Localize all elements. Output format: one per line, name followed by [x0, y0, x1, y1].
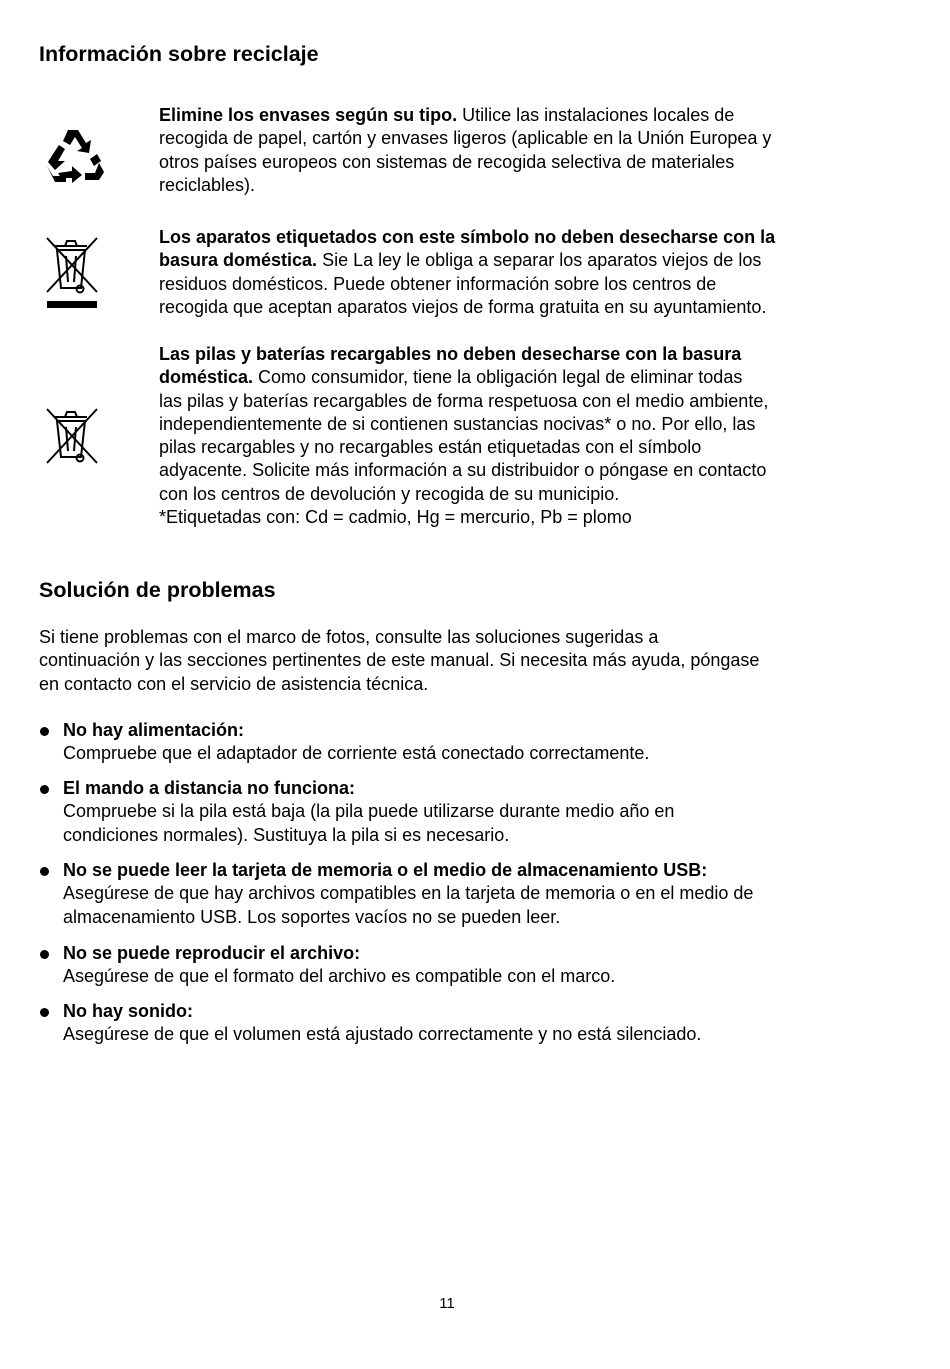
tip-text: Compruebe que el adaptador de corriente está conectado correctamente.	[63, 743, 650, 764]
bullet-icon	[40, 727, 49, 736]
troubleshooting-intro: Si tiene problemas con el marco de fotos, consulte las soluciones sugeridas a continuación y las secciones pertinentes de este manual. Si necesita más ayuda, póngase en contacto con el servicio de asistencia técnica.	[39, 627, 760, 694]
tip-title: No hay alimentación:	[63, 720, 245, 740]
tip-text: Asegúrese de que el volumen está ajustado correctamente y no está silenciado.	[63, 1024, 702, 1045]
list-item	[39, 777, 674, 847]
recycling-heading: Información sobre reciclaje	[39, 42, 319, 66]
tip-title: No hay sonido:	[63, 1001, 193, 1021]
bullet-icon	[40, 867, 49, 876]
recycle-icon	[44, 126, 106, 184]
batteries-footnote: *Etiquetadas con: Cd = cadmio, Hg = mercurio, Pb = plomo	[159, 507, 632, 527]
appliances-body: Sie La ley le obliga a separar los aparatos viejos de los residuos domésticos. Puede obtener información sobre los centros de recogida que aceptan aparatos viejos de forma gratuita en su ayuntamiento.	[159, 250, 767, 317]
list-item	[39, 1000, 701, 1047]
crossed-bin-icon	[43, 234, 99, 312]
list-item	[39, 859, 753, 929]
page-number: 11	[439, 1295, 455, 1312]
list-item	[39, 719, 649, 766]
tip-title: El mando a distancia no funciona:	[63, 778, 356, 798]
packaging-bold-lead: Elimine los envases según su tipo.	[159, 105, 458, 125]
tip-title: No se puede leer la tarjeta de memoria o el medio de almacenamiento USB:	[63, 860, 708, 880]
tip-text: Asegúrese de que hay archivos compatibles en la tarjeta de memoria o en el medio de almacenamiento USB. Los soportes vacíos no se pueden leer.	[63, 883, 754, 927]
tip-title: No se puede reproducir el archivo:	[63, 943, 361, 963]
list-item	[39, 942, 615, 989]
bullet-icon	[40, 785, 49, 794]
recycling-batteries-text	[159, 343, 879, 506]
tip-text: Asegúrese de que el formato del archivo es compatible con el marco.	[63, 966, 616, 987]
tip-text: Compruebe si la pila está baja (la pila puede utilizarse durante medio año en condiciones normales). Sustituya la pila si es necesario.	[63, 801, 675, 845]
troubleshooting-heading: Solución de problemas	[39, 578, 276, 602]
appliances-bold-lead: Los aparatos etiquetados con este símbolo no deben desecharse con la basura doméstica.	[159, 227, 776, 271]
crossed-bin-icon	[43, 405, 99, 465]
bullet-icon	[40, 950, 49, 959]
batteries-bold-lead: Las pilas y baterías recargables no deben desecharse con la basura doméstica.	[159, 344, 742, 388]
packaging-body: Utilice las instalaciones locales de recogida de papel, cartón y envases ligeros (aplicable en la Unión Europea y otros países europeos con sistemas de recogida selectiva de materiales reciclables).	[159, 105, 772, 195]
batteries-body: Como consumidor, tiene la obligación legal de eliminar todas las pilas y baterías recargables de forma respetuosa con el medio ambiente, independientemente de si contienen sustancias nocivas* o no. Por ello, las pilas recargables y no recargables están etiquetadas con el símbolo adyacente. Solicite más información a su distribuidor o póngase en contacto con los centros de devolución y recogida de su municipio.	[159, 367, 769, 504]
recycling-appliances-text	[159, 226, 879, 319]
bullet-icon	[40, 1008, 49, 1017]
recycling-packaging-text	[159, 104, 879, 197]
